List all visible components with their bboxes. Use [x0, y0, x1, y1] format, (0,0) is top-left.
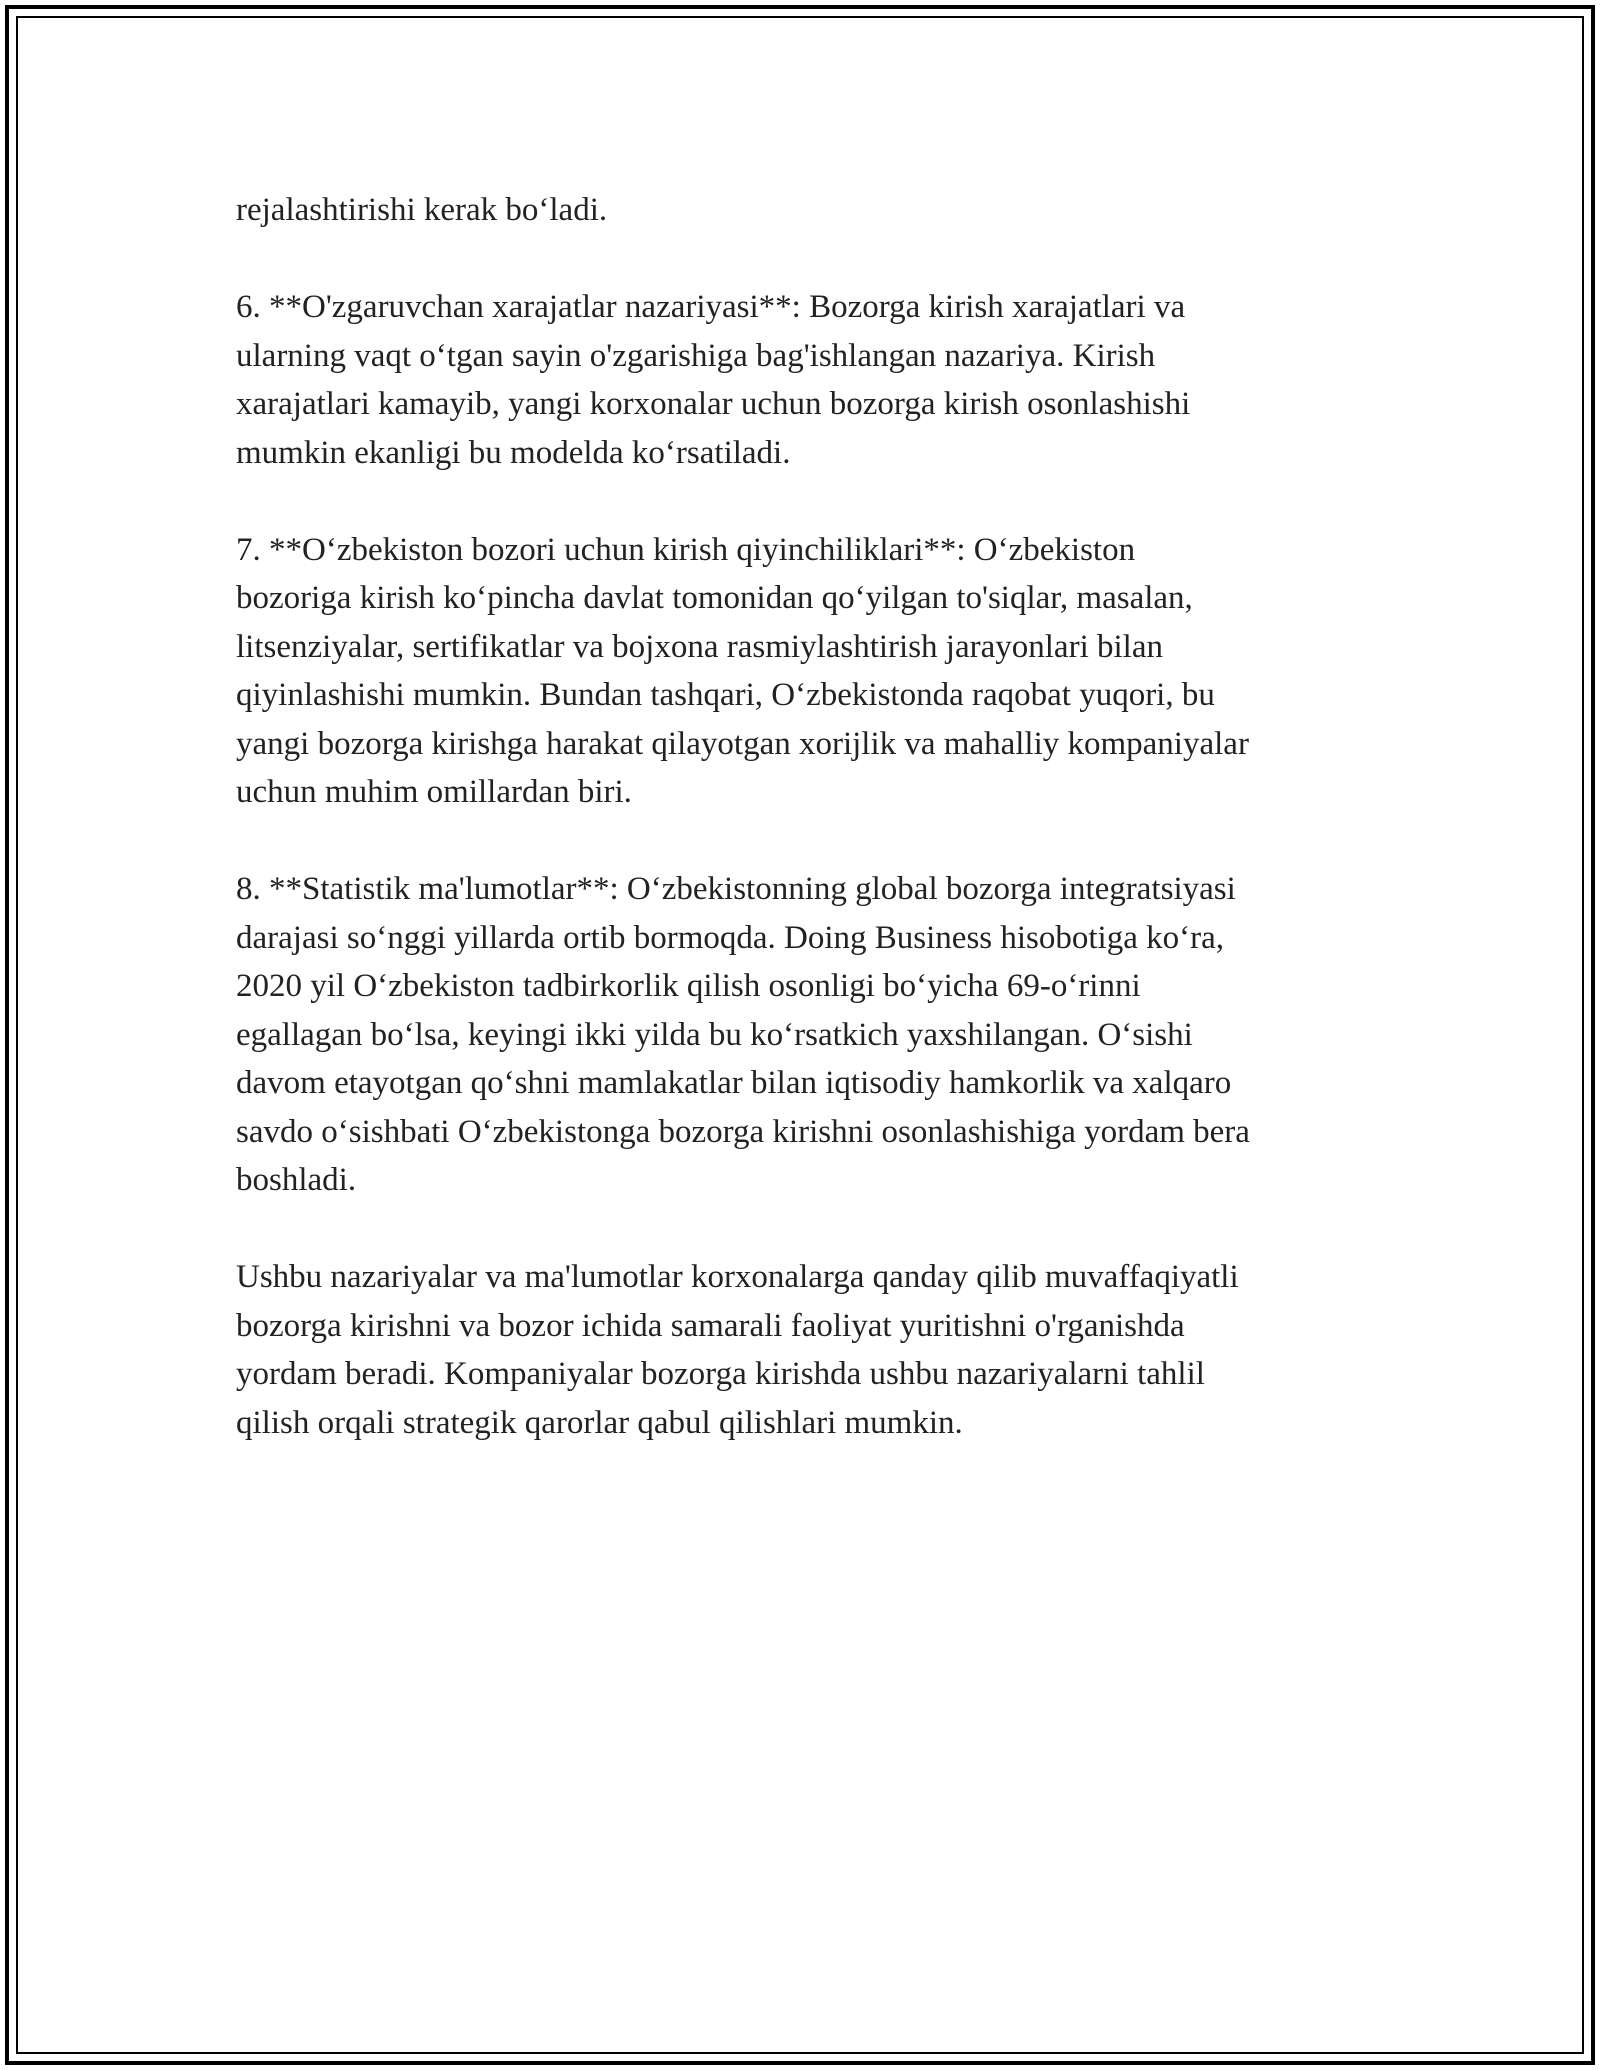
paragraph-continuation: rejalashtirishi kerak bo‘ladi.	[236, 192, 608, 228]
paragraph-item-8: 8. **Statistik ma'lumotlar**: O‘zbekistonning global bozorga integratsiyasi darajasi so‘nggi yillarda ortib bormoqda. Doing Business hisobotiga ko‘ra, 2020 yil O‘zbekiston tadbirkorlik qilish osonligi bo‘yicha 69-o‘rinni egallagan bo‘lsa, keyingi ikki yilda bu ko‘rsatkich yaxshilangan. O‘sishi davom etayotgan qo‘shni mamlakatlar bilan iqtisodiy hamkorlik va xalqaro savdo o‘sishbati O‘zbekistonga bozorga kirishni osonlashishiga yordam bera boshladi.	[236, 871, 1250, 1198]
document-body	[236, 186, 1396, 1496]
paragraph-item-7: 7. **O‘zbekiston bozori uchun kirish qiyinchiliklari**: O‘zbekiston bozoriga kirish ko‘pincha davlat tomonidan qo‘yilgan to'siqlar, masalan, litsenziyalar, sertifikatlar va bojxona rasmiylashtirish jarayonlari bilan qiyinlashishi mumkin. Bundan tashqari, O‘zbekistonda raqobat yuqori, bu yangi bozorga kirishga harakat qilayotgan xorijlik va mahalliy kompaniyalar uchun muhim omillardan biri.	[236, 531, 1249, 810]
paragraph-conclusion: Ushbu nazariyalar va ma'lumotlar korxonalarga qanday qilib muvaffaqiyatli bozorga kirishni va bozor ichida samarali faoliyat yuritishni o'rganishda yordam beradi. Kompaniyalar bozorga kirishda ushbu nazariyalarni tahlil qilish orqali strategik qarorlar qabul qilishlari mumkin.	[236, 1259, 1239, 1441]
paragraph-item-6: 6. **O'zgaruvchan xarajatlar nazariyasi**: Bozorga kirish xarajatlari va ularning vaqt o‘tgan sayin o'zgarishiga bag'ishlangan nazariya. Kirish xarajatlari kamayib, yangi korxonalar uchun bozorga kirish osonlashishi mumkin ekanligi bu modelda ko‘rsatiladi.	[236, 289, 1191, 471]
